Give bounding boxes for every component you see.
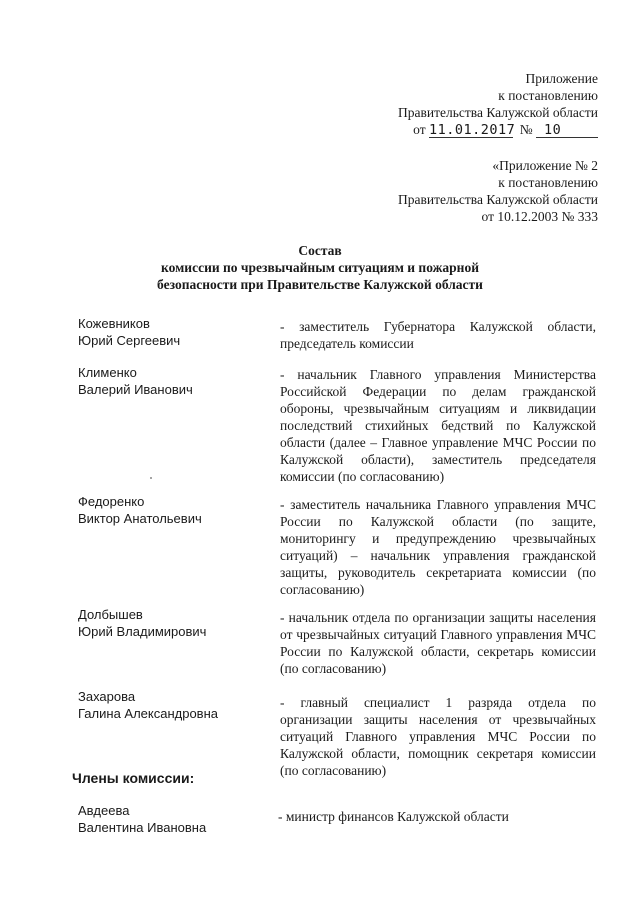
member-given-name: Юрий Сергеевич xyxy=(78,333,181,348)
date-prefix: от xyxy=(413,122,426,137)
number-prefix: № xyxy=(519,122,533,137)
member-name xyxy=(78,364,278,398)
title-line-3: безопасности при Правительстве Калужской области xyxy=(157,277,483,292)
scan-speck xyxy=(150,477,152,479)
member-role: - начальник отдела по организации защиты населения от чрезвычайных ситуаций Главного управления МЧС России по Калужской области, секретарь комиссии (по согласованию) xyxy=(280,610,596,676)
member-name xyxy=(78,606,278,640)
member-surname: Кожевников xyxy=(78,316,150,331)
appendix-line-2: к постановлению xyxy=(498,88,598,103)
appendix-reference xyxy=(268,157,598,225)
title-line-1: Состав xyxy=(298,243,342,258)
member-given-name: Юрий Владимирович xyxy=(78,624,207,639)
appendix-ref-line-3: Правительства Калужской области xyxy=(397,192,598,207)
document-title xyxy=(0,242,640,293)
appendix-ref-line-4: от 10.12.2003 № 333 xyxy=(481,209,598,224)
member-role: - заместитель начальника Главного управления МЧС России по Калужской области (по защите, мониторингу и предупреждению чрезвычайных ситуаций) – начальник управления гражданской защиты, руководитель секретариата комиссии (по согласованию) xyxy=(280,497,596,597)
appendix-ref-line-2: к постановлению xyxy=(498,175,598,190)
number-value: 10 xyxy=(536,123,598,138)
member-surname: Долбышев xyxy=(78,607,143,622)
date-value: 11.01.2017 xyxy=(428,122,516,138)
member-role: - главный специалист 1 разряда отдела по организации защиты населения от чрезвычайных ситуаций Главного управления МЧС России по Калужской области, помощник секретаря комиссии (по согласованию) xyxy=(280,695,596,778)
appendix-line-1: Приложение xyxy=(525,71,598,86)
member-role: - заместитель Губернатора Калужской области, председатель комиссии xyxy=(280,319,596,351)
member-role: - начальник Главного управления Министерства Российской Федерации по делам гражданской обороны, чрезвычайным ситуациям и ликвидации последствий стихийных бедствий по Калужской области (далее – Главное управление МЧС России по Калужской области), заместитель председателя комиссии (по согласованию) xyxy=(280,367,596,484)
member-role: - министр финансов Калужской области xyxy=(278,809,509,824)
member-given-name: Галина Александровна xyxy=(78,706,218,721)
appendix-date-line xyxy=(268,121,598,138)
appendix-header xyxy=(268,70,598,138)
appendix-line-3: Правительства Калужской области xyxy=(397,105,598,120)
member-surname: Клименко xyxy=(78,365,137,380)
appendix-ref-line-1: «Приложение № 2 xyxy=(492,158,598,173)
title-line-2: комиссии по чрезвычайным ситуациям и пожарной xyxy=(161,260,479,275)
member-name xyxy=(78,493,278,527)
member-given-name: Виктор Анатольевич xyxy=(78,511,202,526)
member-name xyxy=(78,802,278,836)
member-surname: Авдеева xyxy=(78,803,130,818)
members-heading: Члены комиссии: xyxy=(72,770,195,786)
member-given-name: Валентина Ивановна xyxy=(78,820,207,835)
member-surname: Захарова xyxy=(78,689,136,704)
member-given-name: Валерий Иванович xyxy=(78,382,193,397)
member-name xyxy=(78,688,278,722)
member-surname: Федоренко xyxy=(78,494,145,509)
member-name xyxy=(78,315,278,349)
